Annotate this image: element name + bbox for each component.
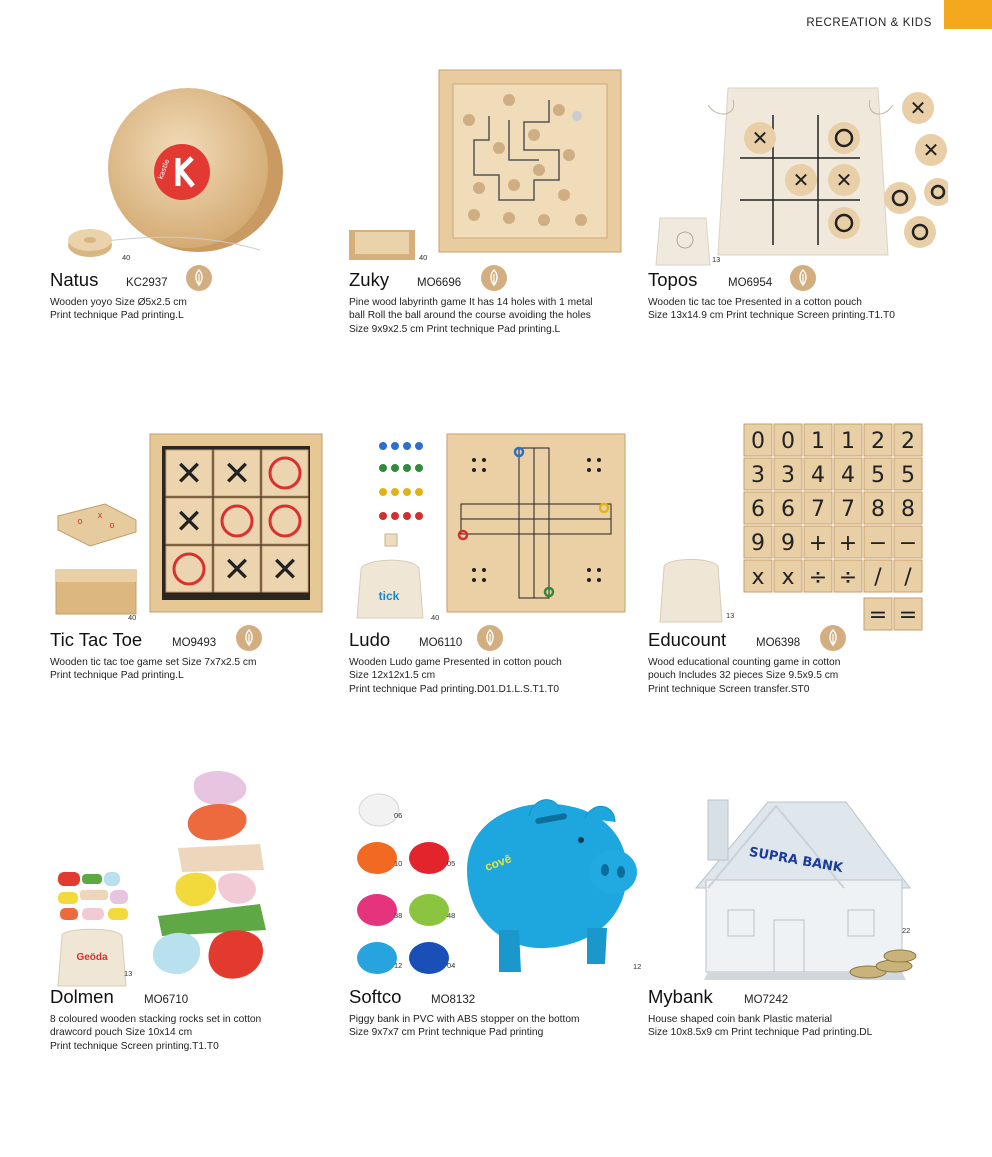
qty-label: 40 (128, 613, 137, 622)
product-name: Tic Tac Toe (50, 629, 143, 650)
svg-text:3: 3 (751, 463, 765, 488)
product-description: 8 coloured wooden stacking rocks set in cotton drawcord pouch Size 10x14 cm Print technique Screen printing.T1.T0 (50, 1014, 262, 1052)
product-image-ludo (349, 420, 639, 660)
educount-tile (744, 492, 772, 524)
product-name: Topos (648, 269, 698, 290)
svg-text:✕: ✕ (222, 550, 252, 590)
educount-tile (894, 424, 922, 456)
educount-tile (864, 560, 892, 592)
svg-text:3: 3 (781, 463, 795, 488)
eco-badge (481, 265, 507, 291)
leaf-icon (236, 625, 262, 651)
product-card-natus (50, 60, 340, 390)
svg-text:1: 1 (841, 429, 855, 454)
product-code: MO8132 (431, 994, 476, 1006)
svg-text:=: = (898, 603, 918, 628)
geoda-logo-text: Geöda (76, 952, 108, 963)
product-card-ludo (349, 420, 639, 750)
product-image-dolmen (50, 760, 340, 1000)
product-code: MO6110 (419, 637, 463, 649)
product-card-softco (349, 760, 642, 1090)
leaf-icon (186, 265, 212, 291)
svg-text:✕: ✕ (792, 170, 810, 192)
qty-label: 13 (726, 611, 735, 620)
qty-label: 13 (124, 969, 133, 978)
product-card-dolmen (50, 760, 340, 1090)
educount-tiles (648, 420, 938, 660)
cove-logo-text: covē (482, 851, 514, 874)
product-image-tic-tac-toe (50, 420, 340, 660)
kastle-logo-text: kastle (156, 158, 172, 181)
svg-text:7: 7 (811, 497, 825, 522)
variant-code: 04 (447, 961, 456, 970)
product-description: Pine wood labyrinth game It has 14 holes with 1 metal ball Roll the ball around the course avoiding the holes Size 9x9x2.5 cm Print technique Pad printing.L (349, 297, 593, 335)
educount-tile (744, 560, 772, 592)
eco-badge (186, 265, 212, 291)
leaf-icon (820, 625, 846, 651)
svg-text:✕: ✕ (909, 98, 927, 120)
product-image-softco (349, 760, 642, 1000)
svg-text:1: 1 (811, 429, 825, 454)
svg-text:x: x (97, 510, 103, 520)
svg-text:4: 4 (811, 463, 825, 488)
educount-tile (804, 492, 832, 524)
svg-text:9: 9 (781, 531, 795, 556)
svg-text:÷: ÷ (808, 565, 828, 590)
product-description: Piggy bank in PVC with ABS stopper on the bottom Size 9x7x7 cm Print technique Pad printing (349, 1014, 580, 1039)
educount-tile (864, 458, 892, 490)
svg-text:/: / (904, 565, 912, 590)
qty-label: 13 (712, 255, 721, 264)
educount-tile (804, 526, 832, 558)
product-description: Wooden tic tac toe Presented in a cotton pouch Size 13x14.9 cm Print technique Screen printing.T1.T0 (648, 297, 895, 322)
product-description: Wooden Ludo game Presented in cotton pouch Size 12x12x1.5 cm Print technique Pad printing.D01.D1.L.S.T1.T0 (349, 657, 562, 695)
educount-tile (774, 458, 802, 490)
product-code: MO6710 (144, 994, 189, 1006)
product-card-tic-tac-toe (50, 420, 340, 750)
variant-code: 10 (394, 859, 403, 868)
product-description: Wooden yoyo Size Ø5x2.5 cm Print technique Pad printing.L (50, 297, 187, 322)
svg-text:÷: ÷ (838, 565, 858, 590)
leaf-icon (790, 265, 816, 291)
qty-label: 12 (633, 962, 642, 971)
section-title: RECREATION & KIDS (806, 17, 932, 29)
svg-text:+: + (838, 531, 858, 556)
product-name: Dolmen (50, 986, 114, 1007)
product-description: House shaped coin bank Plastic material Size 10x8.5x9 cm Print technique Pad printing.DL (648, 1014, 873, 1039)
leaf-icon (481, 265, 507, 291)
product-image-zuky (349, 60, 639, 300)
supra-bank-logo-text: SUPRA BANK (747, 844, 844, 877)
svg-text:o: o (77, 516, 83, 526)
svg-text:✕: ✕ (751, 128, 769, 150)
variant-code: 06 (394, 811, 403, 820)
product-card-educount (648, 420, 938, 750)
educount-tile (864, 424, 892, 456)
educount-tile (834, 526, 862, 558)
eco-badge (477, 625, 503, 651)
svg-text:2: 2 (871, 429, 885, 454)
product-name: Softco (349, 986, 402, 1007)
svg-text:−: − (898, 531, 918, 556)
educount-tile (864, 492, 892, 524)
product-description: Wooden tic tac toe game set Size 7x7x2.5 cm Print technique Pad printing.L (50, 657, 257, 682)
educount-tile (804, 424, 832, 456)
svg-text:8: 8 (871, 497, 885, 522)
qty-label: 22 (902, 926, 911, 935)
product-card-mybank (648, 760, 938, 1090)
educount-tile (774, 424, 802, 456)
educount-tile (894, 526, 922, 558)
product-name: Zuky (349, 269, 390, 290)
variant-code: 38 (394, 911, 403, 920)
product-name: Mybank (648, 986, 713, 1007)
svg-text:7: 7 (841, 497, 855, 522)
product-image-topos (648, 60, 938, 300)
educount-tile (894, 458, 922, 490)
svg-text:=: = (868, 603, 888, 628)
product-name: Educount (648, 629, 727, 650)
eco-badge (790, 265, 816, 291)
svg-text:✕: ✕ (174, 502, 204, 542)
educount-tile (744, 458, 772, 490)
educount-tile (804, 458, 832, 490)
product-code: MO9493 (172, 637, 217, 649)
educount-tile (744, 526, 772, 558)
product-card-topos (648, 60, 938, 390)
product-description: Wood educational counting game in cotton pouch Includes 32 pieces Size 9.5x9.5 cm Print technique Screen transfer.ST0 (648, 657, 841, 695)
section-tab (944, 0, 992, 29)
svg-text:x: x (781, 565, 795, 590)
product-name: Ludo (349, 629, 391, 650)
educount-tile (834, 458, 862, 490)
svg-text:/: / (874, 565, 882, 590)
product-code: KC2937 (126, 277, 168, 289)
svg-text:2: 2 (901, 429, 915, 454)
qty-label: 40 (122, 253, 131, 262)
tick-logo-text: tick (378, 589, 400, 603)
svg-text:x: x (751, 565, 765, 590)
svg-text:5: 5 (871, 463, 885, 488)
qty-label: 40 (419, 253, 428, 262)
educount-tile (834, 560, 862, 592)
educount-tile (834, 424, 862, 456)
product-image-mybank (648, 760, 938, 1000)
qty-label: 40 (431, 613, 440, 622)
svg-text:4: 4 (841, 463, 855, 488)
svg-text:✕: ✕ (922, 140, 940, 162)
svg-text:5: 5 (901, 463, 915, 488)
educount-tile (804, 560, 832, 592)
svg-text:✕: ✕ (222, 454, 252, 494)
variant-code: 48 (447, 911, 456, 920)
leaf-icon (477, 625, 503, 651)
variant-code: 12 (394, 961, 403, 970)
svg-text:−: − (868, 531, 888, 556)
educount-tile (864, 526, 892, 558)
educount-tile (774, 492, 802, 524)
product-card-zuky (349, 60, 639, 390)
educount-tile (894, 492, 922, 524)
eco-badge (236, 625, 262, 651)
product-image-educount (648, 420, 938, 660)
product-code: MO7242 (744, 994, 789, 1006)
svg-text:6: 6 (751, 497, 765, 522)
product-image-natus (50, 60, 340, 300)
product-code: MO6954 (728, 277, 773, 289)
svg-text:0: 0 (781, 429, 795, 454)
educount-tile (774, 560, 802, 592)
product-code: MO6398 (756, 637, 801, 649)
product-name: Natus (50, 269, 99, 290)
variant-code: 05 (447, 859, 456, 868)
eco-badge (820, 625, 846, 651)
svg-text:+: + (808, 531, 828, 556)
educount-tile (834, 492, 862, 524)
svg-text:9: 9 (751, 531, 765, 556)
educount-tile (744, 424, 772, 456)
svg-text:✕: ✕ (174, 454, 204, 494)
educount-tile (894, 560, 922, 592)
svg-text:6: 6 (781, 497, 795, 522)
svg-text:8: 8 (901, 497, 915, 522)
svg-text:✕: ✕ (835, 170, 853, 192)
educount-tile (774, 526, 802, 558)
svg-text:0: 0 (751, 429, 765, 454)
product-code: MO6696 (417, 277, 462, 289)
svg-text:o: o (109, 520, 115, 530)
svg-text:✕: ✕ (270, 550, 300, 590)
